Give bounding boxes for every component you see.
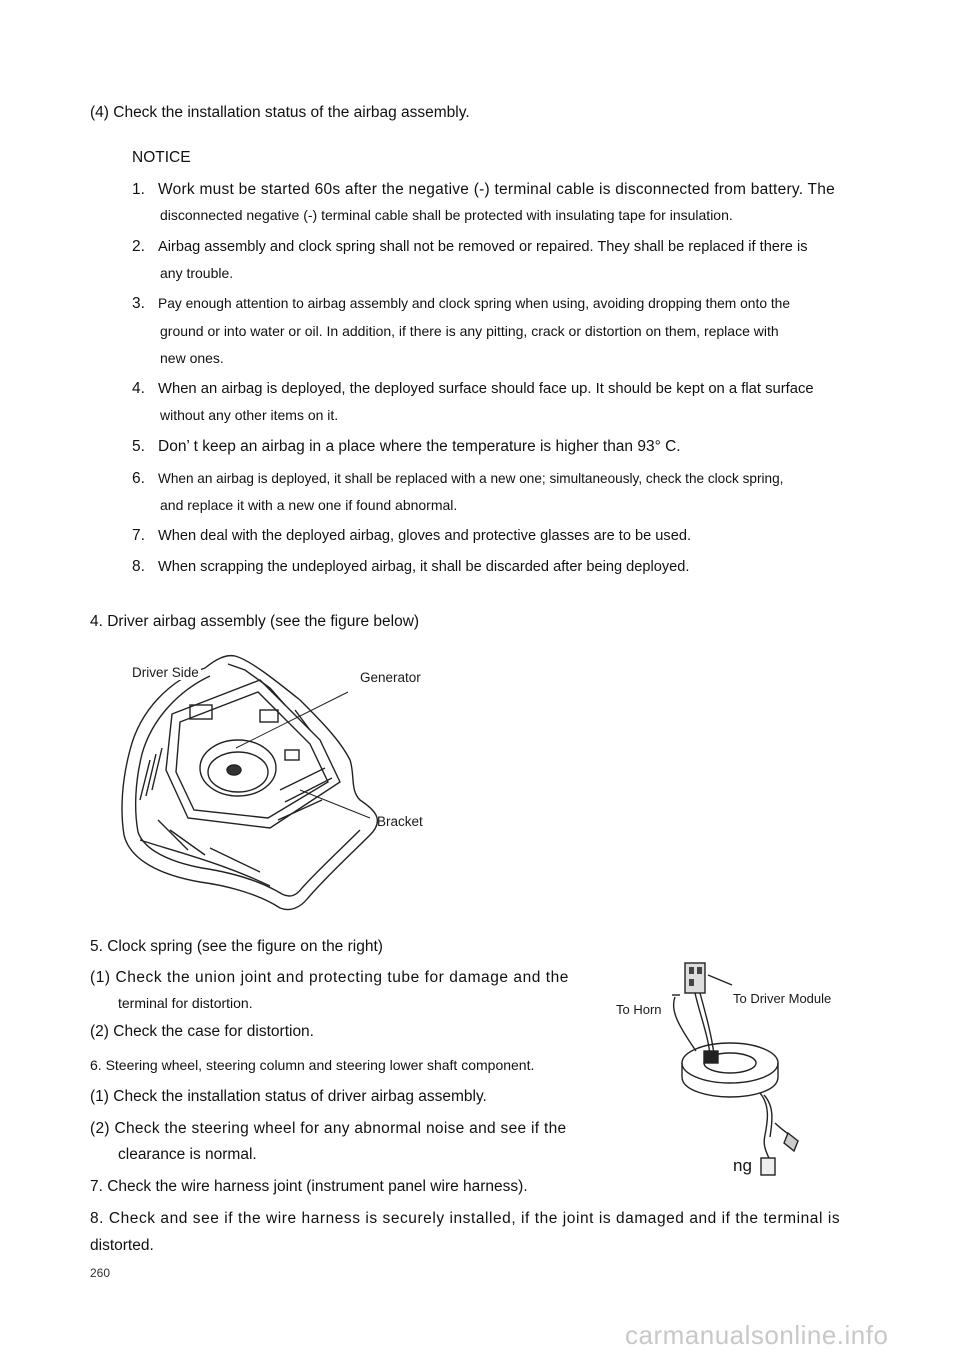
notice-line: Don’ t keep an airbag in a place where the temperature is higher than 93° C. [158, 438, 681, 455]
generator-label: Generator [360, 670, 421, 685]
notice-line: Pay enough attention to airbag assembly and clock spring when using, avoiding dropping them onto the [158, 296, 791, 311]
notice-line: any trouble. [160, 265, 234, 281]
notice-num: 3. [132, 295, 145, 312]
to-horn-label: To Horn [616, 1002, 662, 1017]
notice-num: 6. [132, 470, 145, 487]
notice-line: When scrapping the undeployed airbag, it shall be discarded after being deployed. [158, 559, 690, 575]
to-driver-module-label: To Driver Module [733, 991, 832, 1006]
notice-line: ground or into water or oil. In addition, if there is any pitting, crack or distortion on them, replace with [160, 323, 779, 339]
clock-spring-item-1-cont: terminal for distortion. [118, 995, 253, 1011]
notice-num: 1. [132, 181, 145, 198]
clock-spring-item-2: (2) Check the case for distortion. [90, 1023, 314, 1040]
wire-harness-item-8-cont: distorted. [90, 1237, 154, 1254]
notice-num: 5. [132, 438, 145, 455]
clock-spring-illustration [600, 955, 830, 1185]
ng-label: ng [733, 1156, 752, 1175]
notice-title: NOTICE [132, 149, 191, 166]
notice-line: without any other items on it. [160, 407, 339, 423]
steering-item-2-cont: clearance is normal. [118, 1146, 257, 1163]
section-heading: (4) Check the installation status of the airbag assembly. [90, 104, 470, 121]
notice-line: disconnected negative (-) terminal cable shall be protected with insulating tape for insulation. [160, 207, 733, 223]
watermark: carmanualsonline.info [625, 1320, 889, 1350]
notice-line: When an airbag is deployed, the deployed surface should face up. It should be kept on a flat surface [158, 381, 814, 397]
clock-spring-heading: 5. Clock spring (see the figure on the right) [90, 938, 383, 955]
notice-line: Airbag assembly and clock spring shall not be removed or repaired. They shall be replaced if there is [158, 239, 808, 255]
steering-item-1: (1) Check the installation status of driver airbag assembly. [90, 1088, 487, 1105]
notice-line: and replace it with a new one if found abnormal. [160, 497, 458, 513]
notice-line: new ones. [160, 350, 224, 366]
driver-airbag-heading: 4. Driver airbag assembly (see the figure below) [90, 613, 420, 630]
notice-line: Work must be started 60s after the negative (-) terminal cable is disconnected from battery. The [158, 181, 836, 198]
notice-line: When deal with the deployed airbag, gloves and protective glasses are to be used. [158, 528, 692, 544]
wire-harness-item-8: 8. Check and see if the wire harness is securely installed, if the joint is damaged and if the terminal is [90, 1210, 841, 1227]
notice-num: 8. [132, 558, 145, 575]
steering-heading: 6. Steering wheel, steering column and steering lower shaft component. [90, 1057, 535, 1073]
wire-harness-item-7: 7. Check the wire harness joint (instrument panel wire harness). [90, 1178, 528, 1195]
driver-side-label: Driver Side [132, 665, 199, 680]
notice-num: 2. [132, 238, 145, 255]
notice-num: 4. [132, 380, 145, 397]
clock-spring-item-1: (1) Check the union joint and protecting tube for damage and the [90, 969, 569, 986]
notice-num: 7. [132, 527, 145, 544]
page-number: 260 [90, 1266, 111, 1280]
steering-item-2: (2) Check the steering wheel for any abnormal noise and see if the [90, 1120, 567, 1137]
notice-line: When an airbag is deployed, it shall be replaced with a new one; simultaneously, check the clock spring, [158, 471, 784, 486]
bracket-label: Bracket [377, 814, 423, 829]
